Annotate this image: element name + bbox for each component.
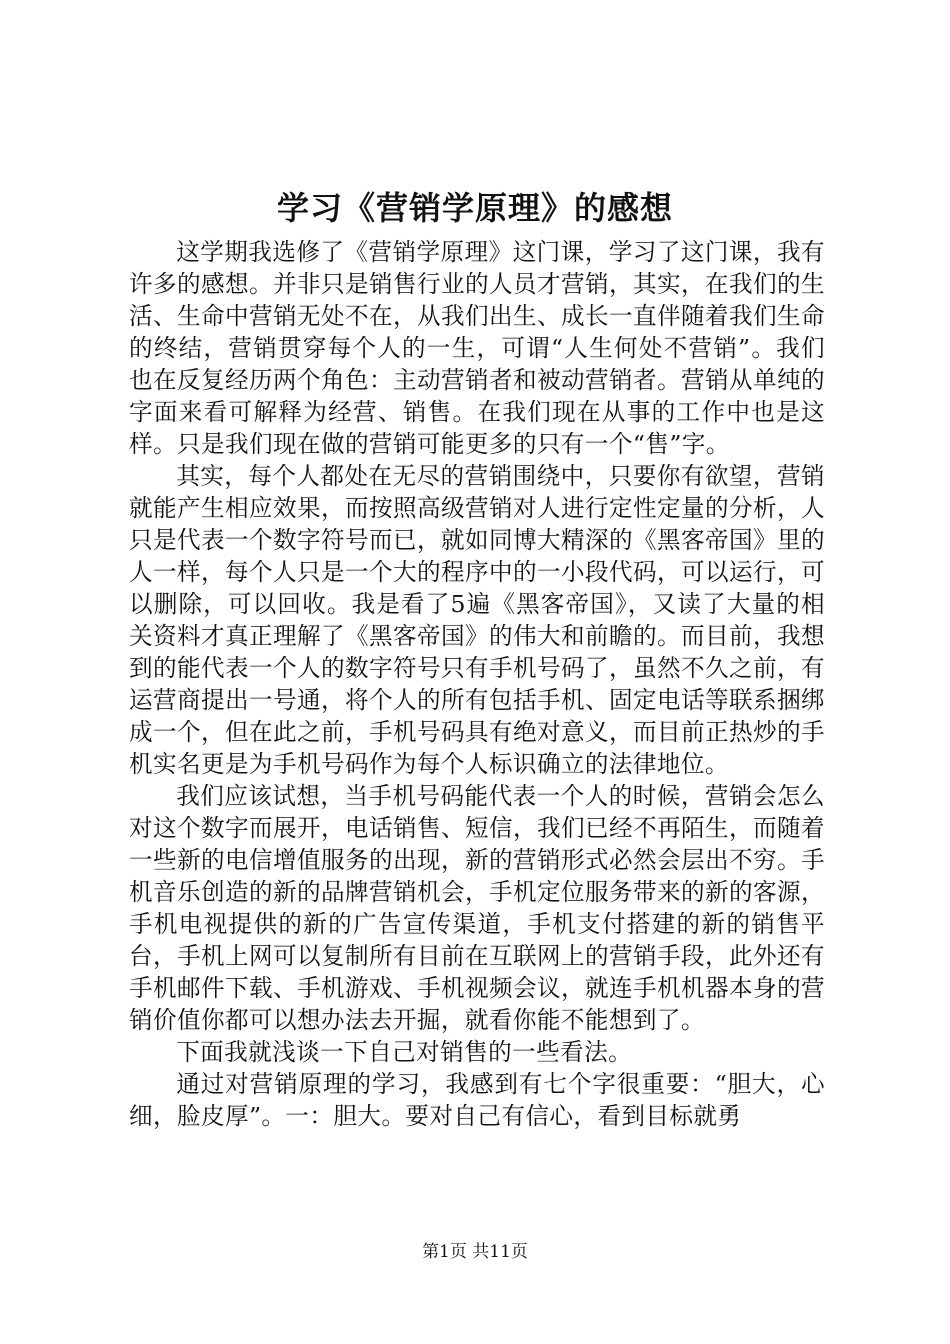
paragraph: 我们应该试想，当手机号码能代表一个人的时候，营销会怎么对这个数字而展开，电话销售、短信，我们已经不再陌生，而随着一些新的电信增值服务的出现，新的营销形式必然会层出不穷。手机音乐创造的新的品牌营销机会，手机定位服务带来的新的客源，手机电视提供的新的广告宣传渠道，手机支付搭建的新的销售平台，手机上网可以复制所有目前在互联网上的营销手段，此外还有手机邮件下载、手机游戏、手机视频会议，就连手机机器本身的营销价值你都可以想办法去开掘，就看你能不能想到了。 (129, 782, 825, 1034)
paragraph: 其实，每个人都处在无尽的营销围绕中，只要你有欲望，营销就能产生相应效果，而按照高级营销对人进行定性定量的分析，人只是代表一个数字符号而已，就如同博大精深的《黑客帝国》里的人一样，每个人只是一个大的程序中的一小段代码，可以运行，可以删除，可以回收。我是看了5遍《黑客帝国》，又读了大量的相关资料才真正理解了《黑客帝国》的伟大和前瞻的。而目前，我想到的能代表一个人的数字符号只有手机号码了，虽然不久之前，有运营商提出一号通，将个人的所有包括手机、固定电话等联系捆绑成一个，但在此之前，手机号码具有绝对意义，而目前正热炒的手机实名更是为手机号码作为每个人标识确立的法律地位。 (129, 462, 825, 778)
paragraph: 下面我就浅谈一下自己对销售的一些看法。 (176, 1038, 633, 1066)
document-body (129, 236, 825, 1132)
paragraph: 通过对营销原理的学习，我感到有七个字很重要：“胆大，心细，脸皮厚”。一：胆大。要对自己有信心，看到目标就勇 (129, 1070, 825, 1130)
paragraph: 这学期我选修了《营销学原理》这门课，学习了这门课，我有许多的感想。并非只是销售行业的人员才营销，其实，在我们的生活、生命中营销无处不在，从我们出生、成长一直伴随着我们生命的终结，营销贯穿每个人的一生，可谓“人生何处不营销”。我们也在反复经历两个角色：主动营销者和被动营销者。营销从单纯的字面来看可解释为经营、销售。在我们现在从事的工作中也是这样。只是我们现在做的营销可能更多的只有一个“售”字。 (129, 238, 825, 458)
document-title: 学习《营销学原理》的感想 (276, 189, 673, 227)
page-number-footer: 第1页 共11页 (422, 1242, 528, 1262)
